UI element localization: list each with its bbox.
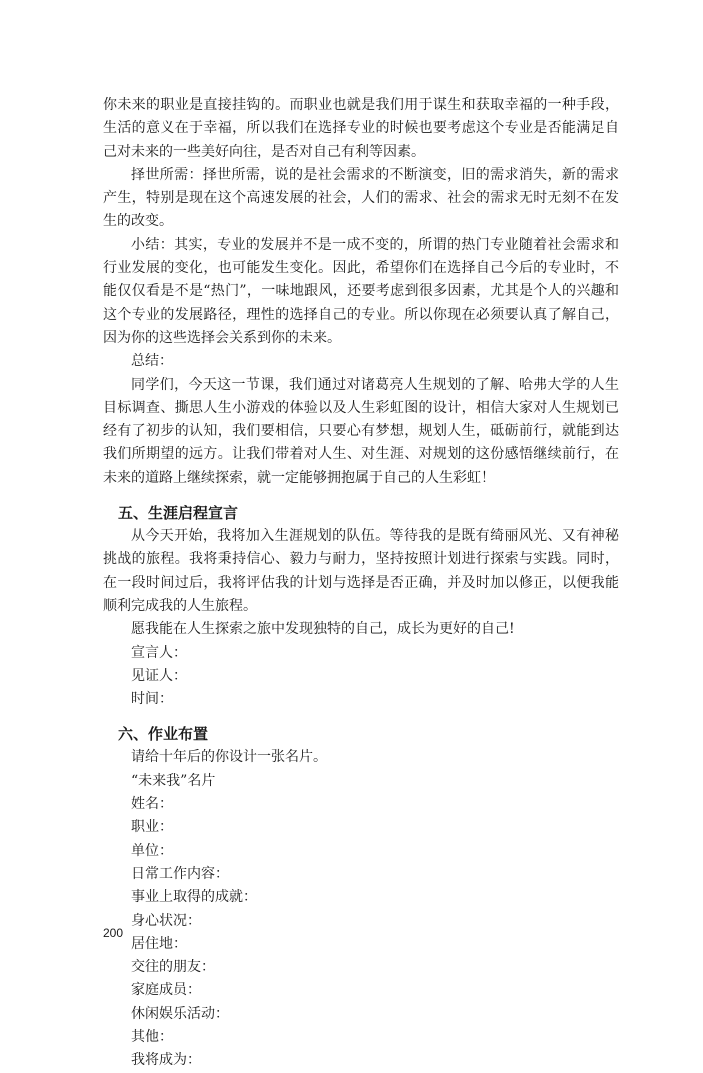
card-field-daily-work: 日常工作内容：	[131, 865, 229, 882]
declarant-line: 宣言人：	[131, 644, 187, 661]
card-field-employer: 单位：	[131, 842, 173, 859]
card-field-achievements: 事业上取得的成就：	[131, 889, 257, 906]
homework-intro: 请给十年后的你设计一张名片。	[131, 749, 327, 766]
section-5-heading: 五、生涯启程宣言	[118, 504, 239, 523]
date-line: 时间：	[131, 691, 173, 708]
card-field-family: 家庭成员：	[131, 982, 201, 999]
paragraph-summary: 小结：其实，专业的发展并不是一成不变的，所谓的热门专业随着社会需求和行业发展的变化，也可能发生变化。因此，希望你们在选择自己今后的专业时，不能仅仅看是不是“热门”，一味地跟风，还要考虑到很多因素，尤其是个人的兴趣和这个专业的发展路径，理性的选择自己的专业。所以你现在必须要认真了解自己，因为你的这些选择会关系到你的未来。	[103, 236, 619, 346]
page-content	[103, 94, 619, 1073]
card-field-name: 姓名：	[131, 796, 173, 813]
witness-line: 见证人：	[131, 667, 187, 684]
paragraph-continued: 你未来的职业是直接挂钩的。而职业也就是我们用于谋生和获取幸福的一种手段，生活的意义在于幸福，所以我们在选择专业的时候也要考虑这个专业是否能满足自己对未来的一些美好向往，是否对自己有利等因素。	[103, 97, 619, 160]
section-6-heading: 六、作业布置	[118, 725, 209, 744]
card-field-become: 我将成为：	[131, 1052, 201, 1069]
paragraph-conclusion: 同学们，今天这一节课，我们通过对诸葛亮人生规划的了解、哈弗大学的人生目标调查、撕思人生小游戏的体验以及人生彩虹图的设计，相信大家对人生规划已经有了初步的认知，我们要相信，只要心有梦想，规划人生，砥砺前行，就能到达我们所期望的远方。让我们带着对人生、对生涯、对规划的这份感悟继续前行，在未来的道路上继续探索，就一定能够拥抱属于自己的人生彩虹！	[103, 376, 619, 486]
card-field-other: 其他：	[131, 1028, 173, 1045]
card-field-occupation: 职业：	[131, 819, 173, 836]
card-field-residence: 居住地：	[131, 935, 187, 952]
card-field-health: 身心状况：	[131, 912, 201, 929]
paragraph-conclusion-label: 总结：	[131, 353, 173, 370]
declaration-paragraph: 从今天开始，我将加入生涯规划的队伍。等待我的是既有绮丽风光、又有神秘挑战的旅程。我将秉持信心、毅力与耐力，坚持按照计划进行探索与实践。同时，在一段时间过后，我将评估我的计划与选择是否正确，并及时加以修正，以便我能顺利完成我的人生旅程。	[103, 528, 619, 614]
card-field-friends: 交往的朋友：	[131, 959, 215, 976]
declaration-wish: 愿我能在人生探索之旅中发现独特的自己，成长为更好的自己!	[131, 621, 515, 638]
paragraph-market-demand: 择世所需：择世所需，说的是社会需求的不断演变，旧的需求消失，新的需求产生，特别是现在这个高速发展的社会，人们的需求、社会的需求无时无刻不在发生的改变。	[103, 166, 619, 230]
card-field-leisure: 休闲娱乐活动：	[131, 1005, 229, 1022]
card-title: “未来我”名片	[131, 772, 216, 789]
page-number: 200	[103, 926, 124, 940]
